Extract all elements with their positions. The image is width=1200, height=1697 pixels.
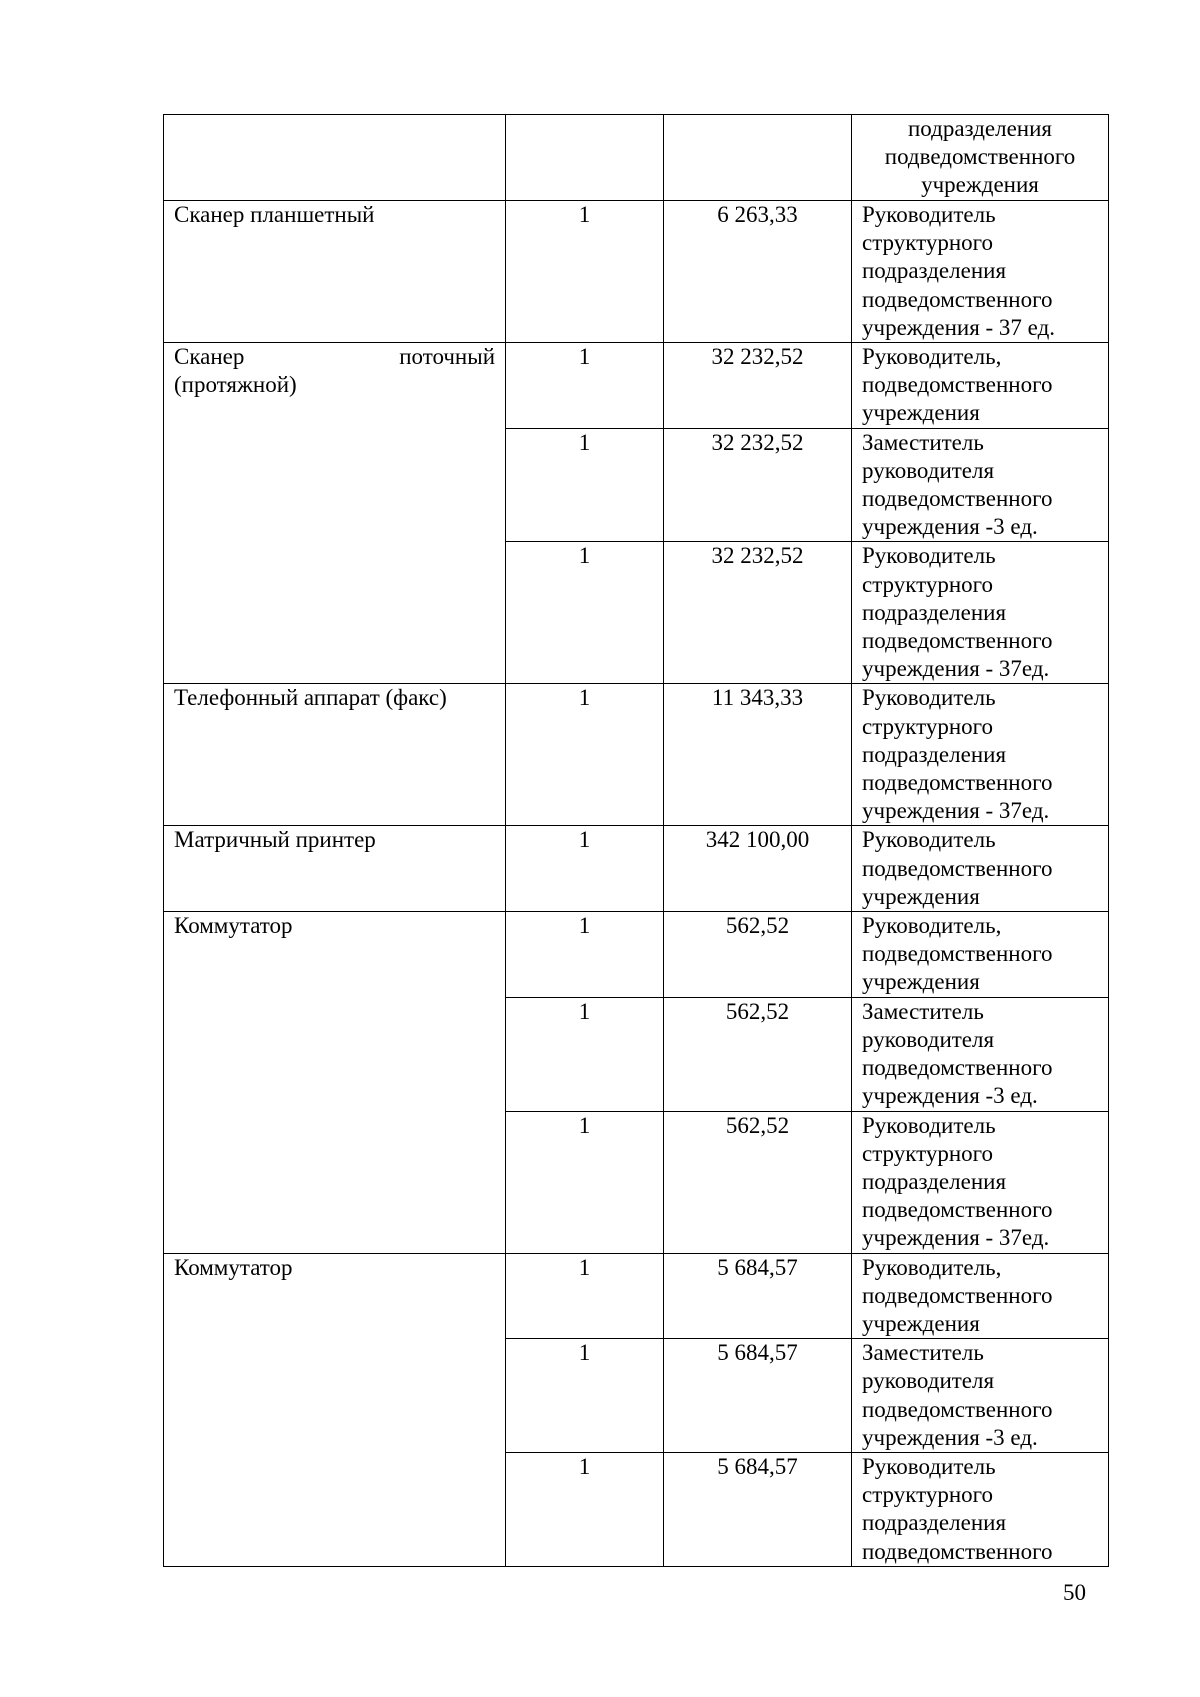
position-line: учреждения -3 ед. bbox=[862, 1424, 1038, 1450]
position-line: учреждения - 37ед. bbox=[862, 656, 1050, 682]
position-line: Заместитель bbox=[862, 1340, 984, 1366]
position-line: подведомственного bbox=[862, 372, 1053, 398]
position-line: Заместитель bbox=[862, 998, 984, 1024]
price-cell: 5 684,57 bbox=[664, 1452, 852, 1566]
position-line: подразделения bbox=[862, 741, 1007, 767]
item-name: Коммутатор bbox=[174, 913, 293, 939]
position-line: структурного bbox=[862, 230, 994, 256]
position-line: учреждения bbox=[862, 969, 980, 995]
price-cell: 11 343,33 bbox=[664, 684, 852, 826]
price-cell: 32 232,52 bbox=[664, 542, 852, 684]
position-line: руководителя bbox=[862, 457, 995, 483]
position-line: руководителя bbox=[862, 1368, 995, 1394]
position-line: Руководитель, bbox=[862, 913, 1002, 939]
position-cell bbox=[852, 542, 1109, 684]
position-cell bbox=[852, 428, 1109, 542]
table-row bbox=[164, 826, 1109, 912]
position-cell bbox=[852, 912, 1109, 998]
position-line: подведомственного bbox=[862, 1396, 1053, 1422]
position-line: подразделения bbox=[862, 1168, 1007, 1194]
position-cell bbox=[852, 343, 1109, 429]
item-name-line1 bbox=[174, 343, 495, 371]
table-row bbox=[164, 1253, 1109, 1339]
position-cell bbox=[852, 684, 1109, 826]
position-line: структурного bbox=[862, 1140, 994, 1166]
position-line: подведомственного bbox=[862, 486, 1053, 512]
table-row bbox=[164, 115, 1109, 201]
name-cell bbox=[164, 826, 506, 912]
position-line: подведомственного bbox=[884, 144, 1076, 170]
position-line: подведомственного bbox=[862, 628, 1053, 654]
position-line: Заместитель bbox=[862, 429, 984, 455]
position-line: учреждения -3 ед. bbox=[862, 1083, 1038, 1109]
item-name-word: Сканер bbox=[174, 344, 245, 370]
qty-cell: 1 bbox=[506, 912, 664, 998]
page-number: 50 bbox=[1063, 1580, 1086, 1605]
position-line: подразделения bbox=[862, 1510, 1007, 1536]
position-line: учреждения - 37 ед. bbox=[862, 314, 1056, 340]
position-cell bbox=[852, 201, 1109, 343]
position-line: подведомственного bbox=[862, 1538, 1053, 1564]
position-cell bbox=[852, 1339, 1109, 1453]
position-line: Руководитель bbox=[862, 1112, 996, 1138]
position-cell bbox=[852, 1452, 1109, 1566]
qty-cell: 1 bbox=[506, 428, 664, 542]
qty-cell: 1 bbox=[506, 1253, 664, 1339]
position-line: учреждения - 37ед. bbox=[862, 1225, 1050, 1251]
item-name: Матричный принтер bbox=[174, 827, 376, 853]
name-cell bbox=[164, 201, 506, 343]
qty-cell: 1 bbox=[506, 684, 664, 826]
position-cell bbox=[852, 115, 1109, 201]
position-line: структурного bbox=[862, 571, 994, 597]
position-line: структурного bbox=[862, 1482, 994, 1508]
position-line: Руководитель bbox=[862, 202, 996, 227]
position-line: подведомственного bbox=[862, 770, 1053, 796]
position-line: подведомственного bbox=[862, 855, 1053, 881]
name-cell bbox=[164, 684, 506, 826]
item-name: Телефонный аппарат (факс) bbox=[174, 685, 447, 711]
position-line: Руководитель, bbox=[862, 1254, 1002, 1280]
table-row bbox=[164, 912, 1109, 998]
position-line: подведомственного bbox=[862, 286, 1053, 312]
position-cell bbox=[852, 997, 1109, 1111]
price-cell: 5 684,57 bbox=[664, 1339, 852, 1453]
price-cell bbox=[664, 115, 852, 201]
position-line: подведомственного bbox=[862, 941, 1053, 967]
table-row bbox=[164, 684, 1109, 826]
table-row bbox=[164, 343, 1109, 429]
name-cell bbox=[164, 343, 506, 684]
position-line: структурного bbox=[862, 713, 994, 739]
qty-cell: 1 bbox=[506, 343, 664, 429]
position-line: подведомственного bbox=[862, 1055, 1053, 1081]
qty-cell: 1 bbox=[506, 826, 664, 912]
position-cell bbox=[852, 1253, 1109, 1339]
position-line: подразделения bbox=[862, 599, 1007, 625]
position-line: подразделения bbox=[907, 116, 1053, 141]
item-name-line2: (протяжной) bbox=[174, 372, 297, 398]
item-name: Коммутатор bbox=[174, 1254, 293, 1280]
table-row bbox=[164, 201, 1109, 343]
position-line: Руководитель bbox=[862, 1453, 996, 1479]
price-cell: 562,52 bbox=[664, 1111, 852, 1253]
price-cell: 6 263,33 bbox=[664, 201, 852, 343]
item-name-word: поточный bbox=[399, 344, 495, 370]
position-line: подведомственного bbox=[862, 1197, 1053, 1223]
name-cell bbox=[164, 912, 506, 1253]
position-line: Руководитель bbox=[862, 543, 996, 569]
name-cell bbox=[164, 1253, 506, 1566]
position-line: учреждения bbox=[921, 172, 1039, 198]
price-cell: 32 232,52 bbox=[664, 428, 852, 542]
position-cell bbox=[852, 826, 1109, 912]
name-cell bbox=[164, 115, 506, 201]
position-line: учреждения bbox=[862, 400, 980, 426]
price-cell: 562,52 bbox=[664, 912, 852, 998]
price-cell: 32 232,52 bbox=[664, 343, 852, 429]
qty-cell: 1 bbox=[506, 1452, 664, 1566]
position-line: Руководитель bbox=[862, 685, 996, 711]
position-line: учреждения - 37ед. bbox=[862, 798, 1050, 824]
price-cell: 5 684,57 bbox=[664, 1253, 852, 1339]
position-line: учреждения bbox=[862, 883, 980, 909]
position-line: Руководитель bbox=[862, 827, 996, 853]
price-cell: 562,52 bbox=[664, 997, 852, 1111]
position-line: учреждения bbox=[862, 1310, 980, 1336]
price-cell: 342 100,00 bbox=[664, 826, 852, 912]
position-line: подразделения bbox=[862, 258, 1007, 284]
position-cell bbox=[852, 1111, 1109, 1253]
position-line: руководителя bbox=[862, 1026, 995, 1052]
position-line: Руководитель, bbox=[862, 344, 1002, 370]
position-line: учреждения -3 ед. bbox=[862, 514, 1038, 540]
qty-cell: 1 bbox=[506, 1339, 664, 1453]
position-line: подведомственного bbox=[862, 1282, 1053, 1308]
qty-cell: 1 bbox=[506, 542, 664, 684]
equipment-table bbox=[163, 114, 1109, 1567]
item-name: Сканер планшетный bbox=[174, 202, 375, 227]
qty-cell bbox=[506, 115, 664, 201]
qty-cell: 1 bbox=[506, 997, 664, 1111]
qty-cell: 1 bbox=[506, 201, 664, 343]
qty-cell: 1 bbox=[506, 1111, 664, 1253]
